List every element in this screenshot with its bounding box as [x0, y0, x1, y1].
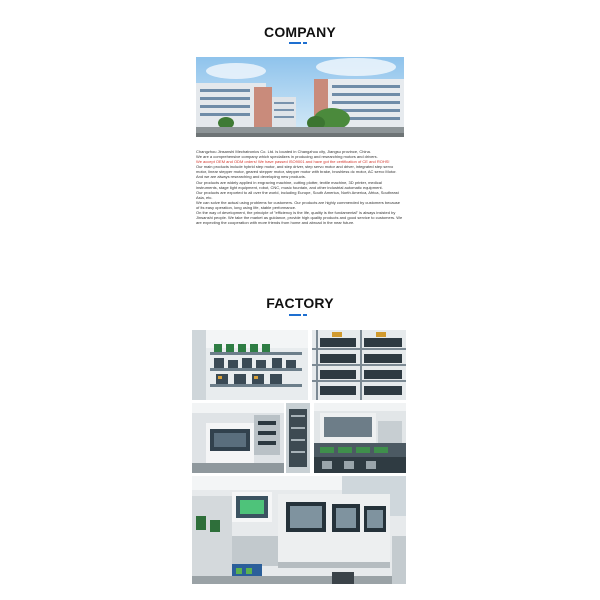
content-page: [186, 0, 414, 600]
company-paragraph-6: Our products are exported to all over the world, including Europe, South America, North America, Africa, Southeast Asia, etc.: [196, 189, 399, 200]
company-certification-note: We accept OEM and ODM orders! We have passed ISO9001 and have got the certification of CE and ROHS!: [196, 159, 390, 165]
company-paragraph-7: We can solve the actual using problems for customers. Our products are highly commended by customers because of its easy operation, long using life, stable performance.: [196, 199, 401, 211]
factory-photo-production-line: [314, 403, 406, 473]
factory-photo-cabinet: [286, 403, 310, 473]
company-title-underline: [186, 42, 414, 46]
factory-photo-assembly-machine: [192, 403, 284, 473]
company-paragraph-1: Changzhou Jinsanshi Mechatronics Co. Ltd. is located in Changzhou city, Jiangsu province, China.: [196, 149, 371, 154]
factory-title: FACTORY: [266, 295, 334, 311]
factory-title-underline: [186, 314, 414, 318]
company-description: [196, 149, 404, 225]
factory-photo-wave-soldering-machine: [192, 476, 406, 584]
company-paragraph-8: On the way of development, the principle of "efficiency is the life, quality is the fundamental" is always insisted by Jinsanshi people. We take the market as guidance, provide high quality products and good service to customers. We are expecting the cooperation with more friends from home and abroad in the near future.: [196, 210, 403, 226]
factory-photo-motor-shelves: [312, 330, 406, 400]
company-building-photo: [196, 57, 404, 137]
company-title: COMPANY: [264, 24, 336, 40]
company-paragraph-2: We are a comprehensive company which specializes in producing and researching motors and drivers.: [196, 154, 378, 160]
factory-photo-test-racks: [192, 330, 308, 400]
company-paragraph-4: Our main products include hybrid step motor, and step driver, step servo motor and driver, integrated step servo motor, linear stepper motor, geared stepper motor, stepper motor with brake, brushless dc motor, AC servo Motor. And we are always researching and developing new products.: [196, 164, 397, 180]
company-paragraph-5: Our products are widely applied in engraving machine, cutting plotter, textile machine, 3D printer, medical instruments, stage light equipment, robot, CNC, music fountain, and other industrial automatic equipment.: [196, 179, 383, 190]
